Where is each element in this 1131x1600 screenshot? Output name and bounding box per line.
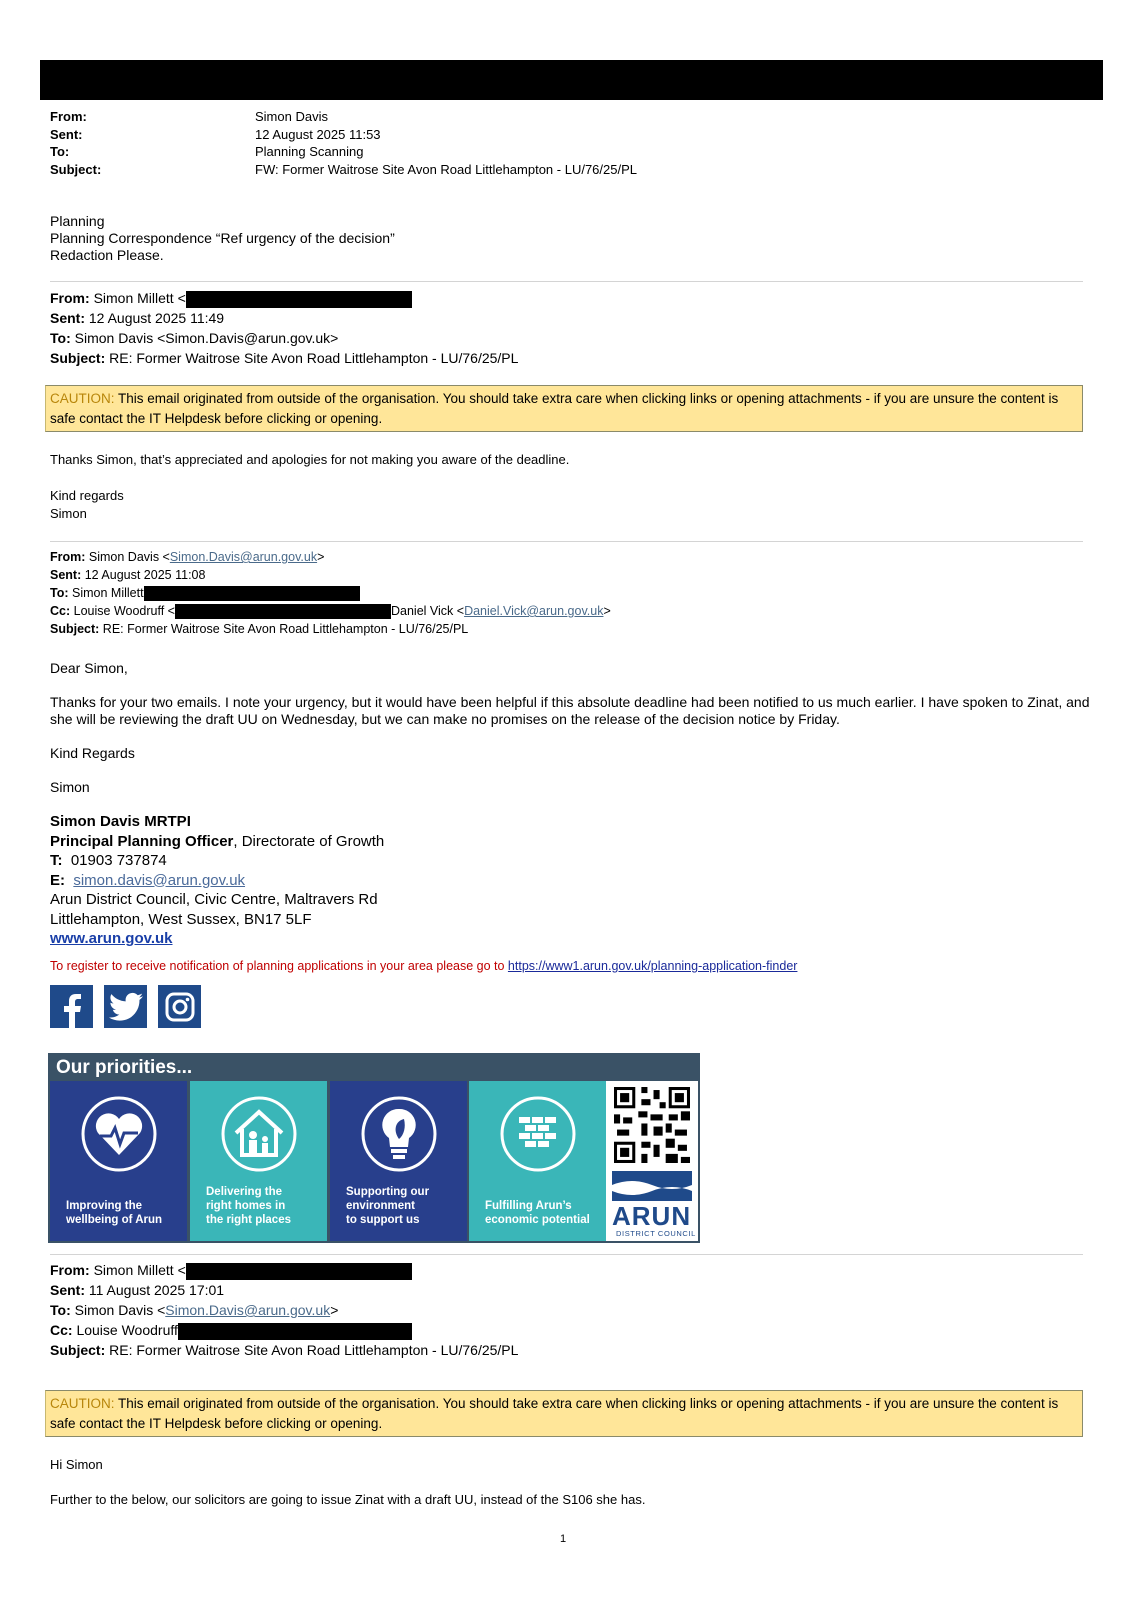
- sent-label: Sent:: [50, 310, 85, 326]
- sent-value: 11 August 2025 17:01: [88, 1282, 225, 1298]
- separator: [50, 281, 1083, 282]
- redaction: [175, 604, 391, 619]
- subject-value: FW: Former Waitrose Site Avon Road Littlehampton - LU/76/25/PL: [255, 161, 637, 177]
- regards: Kind Regards: [50, 745, 135, 761]
- greeting: Dear Simon,: [50, 660, 128, 676]
- signature-dept: , Directorate of Growth: [233, 832, 385, 850]
- caution-label: CAUTION:: [50, 391, 115, 406]
- signature-email-link[interactable]: simon.davis@arun.gov.uk: [73, 871, 246, 889]
- arun-logo-text: ARUN: [612, 1201, 692, 1231]
- tile-label: Improving the: [66, 1200, 143, 1212]
- facebook-icon[interactable]: [50, 985, 93, 1028]
- to-email-link[interactable]: Simon.Davis@arun.gov.uk: [165, 1302, 331, 1318]
- priorities-banner: [48, 1053, 700, 1243]
- from-value: Simon Millett <: [93, 1262, 186, 1278]
- email1-meta: [50, 288, 518, 368]
- separator: [50, 1254, 1083, 1255]
- caution-text: This email originated from outside of the organisation. You should take extra care when clicking links or opening attachments - if you are unsure the content is safe contact the IT Helpdesk before clicking or opening.: [50, 391, 1059, 426]
- signature-block: [50, 812, 384, 949]
- subject-value: RE: Former Waitrose Site Avon Road Littlehampton - LU/76/25/PL: [102, 622, 469, 636]
- intro-line: Planning Correspondence “Ref urgency of the decision”: [50, 230, 395, 246]
- tile-label: Fulfilling Arun’s: [485, 1200, 572, 1212]
- signature-name: Simon Davis MRTPI: [50, 813, 191, 830]
- page-number: 1: [560, 1533, 567, 1545]
- intro-line: Redaction Please.: [50, 247, 164, 263]
- arun-logo-icon: [612, 1171, 692, 1201]
- from-label: From:: [50, 550, 86, 564]
- priority-tile-environment: [330, 1081, 467, 1241]
- notice-link[interactable]: https://www1.arun.gov.uk/planning-application-finder: [507, 959, 798, 973]
- intro-note: [50, 213, 395, 264]
- subject-label: Subject:: [50, 350, 106, 366]
- subject-value: RE: Former Waitrose Site Avon Road Littlehampton - LU/76/25/PL: [109, 350, 519, 366]
- signature-role: Principal Planning Officer: [50, 832, 234, 850]
- qr-code-icon: [614, 1087, 690, 1163]
- from-label: From:: [50, 1262, 90, 1278]
- redaction: [178, 1323, 412, 1340]
- email2-body: Thanks for your two emails. I note your urgency, but it would have been helpful if this absolute deadline had been notified to us much earlier. I have spoken to Zinat, and she will be reviewing the draft UU on Wednesday, but we can make no promises on the release of the decision notice by Friday.: [50, 694, 1090, 727]
- from-value: Simon Davis: [255, 109, 328, 124]
- tile-label: the right places: [206, 1214, 291, 1226]
- sent-value: 12 August 2025 11:08: [84, 568, 206, 582]
- priority-tile-wellbeing: [50, 1081, 187, 1241]
- caution-banner: [45, 385, 1083, 432]
- heart-icon: [80, 1095, 158, 1173]
- tile-label: Delivering the: [206, 1186, 283, 1198]
- to-label: To:: [50, 586, 69, 600]
- brick-wall-icon: [499, 1095, 577, 1173]
- from-label: From:: [50, 109, 87, 124]
- tile-label: Supporting our: [346, 1186, 430, 1198]
- from-label: From:: [50, 290, 90, 306]
- priority-tile-economy: [469, 1081, 606, 1241]
- to-value: Simon Davis <: [74, 1302, 166, 1318]
- to-label: To:: [50, 144, 70, 159]
- subject-value: RE: Former Waitrose Site Avon Road Littlehampton - LU/76/25/PL: [109, 1342, 519, 1358]
- intro-line: Planning: [50, 213, 105, 229]
- subject-label: Subject:: [50, 161, 102, 177]
- tile-label: right homes in: [206, 1200, 286, 1212]
- tile-label: economic potential: [485, 1214, 590, 1226]
- to-label: To:: [50, 330, 71, 346]
- tile-label: to support us: [346, 1214, 420, 1226]
- arun-logo-subtext: DISTRICT COUNCIL: [616, 1229, 696, 1238]
- tel-label: T:: [50, 852, 63, 869]
- planning-notice: [50, 959, 797, 973]
- to-value: Planning Scanning: [255, 144, 364, 159]
- caution-text: This email originated from outside of the organisation. You should take extra care when clicking links or opening attachments - if you are unsure the content is safe contact the IT Helpdesk before clicking or opening.: [50, 1396, 1059, 1431]
- sent-value: 12 August 2025 11:49: [88, 310, 225, 326]
- email3-meta: [50, 1260, 518, 1360]
- tile-label: environment: [346, 1200, 416, 1212]
- redaction: [186, 1263, 412, 1280]
- tel-value: 01903 737874: [62, 852, 167, 869]
- regards-name: Simon: [50, 779, 90, 795]
- to-label: To:: [50, 1302, 71, 1318]
- greeting: Hi Simon: [50, 1457, 103, 1472]
- signoff: Kind regards: [50, 488, 124, 503]
- separator: [50, 541, 1083, 542]
- sent-value: 12 August 2025 11:53: [255, 126, 381, 142]
- from-value: Simon Davis <: [88, 550, 170, 564]
- sent-label: Sent:: [50, 568, 82, 582]
- house-family-icon: [220, 1095, 298, 1173]
- address-line: Arun District Council, Civic Centre, Maltravers Rd: [50, 891, 378, 908]
- sent-label: Sent:: [50, 126, 83, 142]
- twitter-icon[interactable]: [104, 985, 147, 1028]
- cc2-email-link[interactable]: Daniel.Vick@arun.gov.uk: [464, 604, 604, 618]
- email3-body: Further to the below, our solicitors are going to issue Zinat with a draft UU, instead of the S106 she has.: [50, 1492, 646, 1507]
- priority-tile-homes: [190, 1081, 327, 1241]
- email-header: [50, 108, 637, 178]
- bracket: >: [317, 550, 325, 564]
- from-email-link[interactable]: Simon.Davis@arun.gov.uk: [169, 550, 318, 564]
- instagram-icon[interactable]: [158, 985, 201, 1028]
- tile-label: wellbeing of Arun: [66, 1214, 163, 1226]
- to-value: Simon Millett: [72, 586, 144, 600]
- signoff-name: Simon: [50, 506, 87, 521]
- cc-value: Louise Woodruff <: [73, 604, 175, 618]
- email1-body: Thanks Simon, that’s appreciated and apologies for not making you aware of the deadline.: [50, 452, 570, 467]
- subject-label: Subject:: [50, 1342, 106, 1358]
- redaction: [186, 291, 412, 308]
- redaction-bar: [40, 60, 1103, 100]
- from-value: Simon Millett <: [93, 290, 186, 306]
- caution-label: CAUTION:: [50, 1396, 115, 1411]
- cc-label: Cc:: [50, 604, 71, 618]
- sent-label: Sent:: [50, 1282, 85, 1298]
- bracket: >: [603, 604, 611, 618]
- bracket: >: [330, 1302, 339, 1318]
- priorities-title: Our priorities...: [56, 1057, 193, 1078]
- lightbulb-leaf-icon: [360, 1095, 438, 1173]
- notice-text: To register to receive notification of planning applications in your area please go to: [50, 959, 508, 973]
- email-label: E:: [50, 871, 65, 889]
- website-link[interactable]: www.arun.gov.uk: [50, 930, 173, 947]
- subject-label: Subject:: [50, 622, 100, 636]
- cc-label: Cc:: [50, 1322, 73, 1338]
- address-line: Littlehampton, West Sussex, BN17 5LF: [50, 910, 312, 928]
- cc-value: Louise Woodruff: [76, 1322, 178, 1338]
- arun-logo-box: [606, 1081, 698, 1241]
- to-value: Simon Davis <Simon.Davis@arun.gov.uk>: [74, 330, 339, 346]
- caution-banner: [45, 1390, 1083, 1437]
- email2-meta: [50, 548, 611, 638]
- cc2-value: Daniel Vick <: [390, 604, 465, 618]
- redaction: [144, 586, 360, 601]
